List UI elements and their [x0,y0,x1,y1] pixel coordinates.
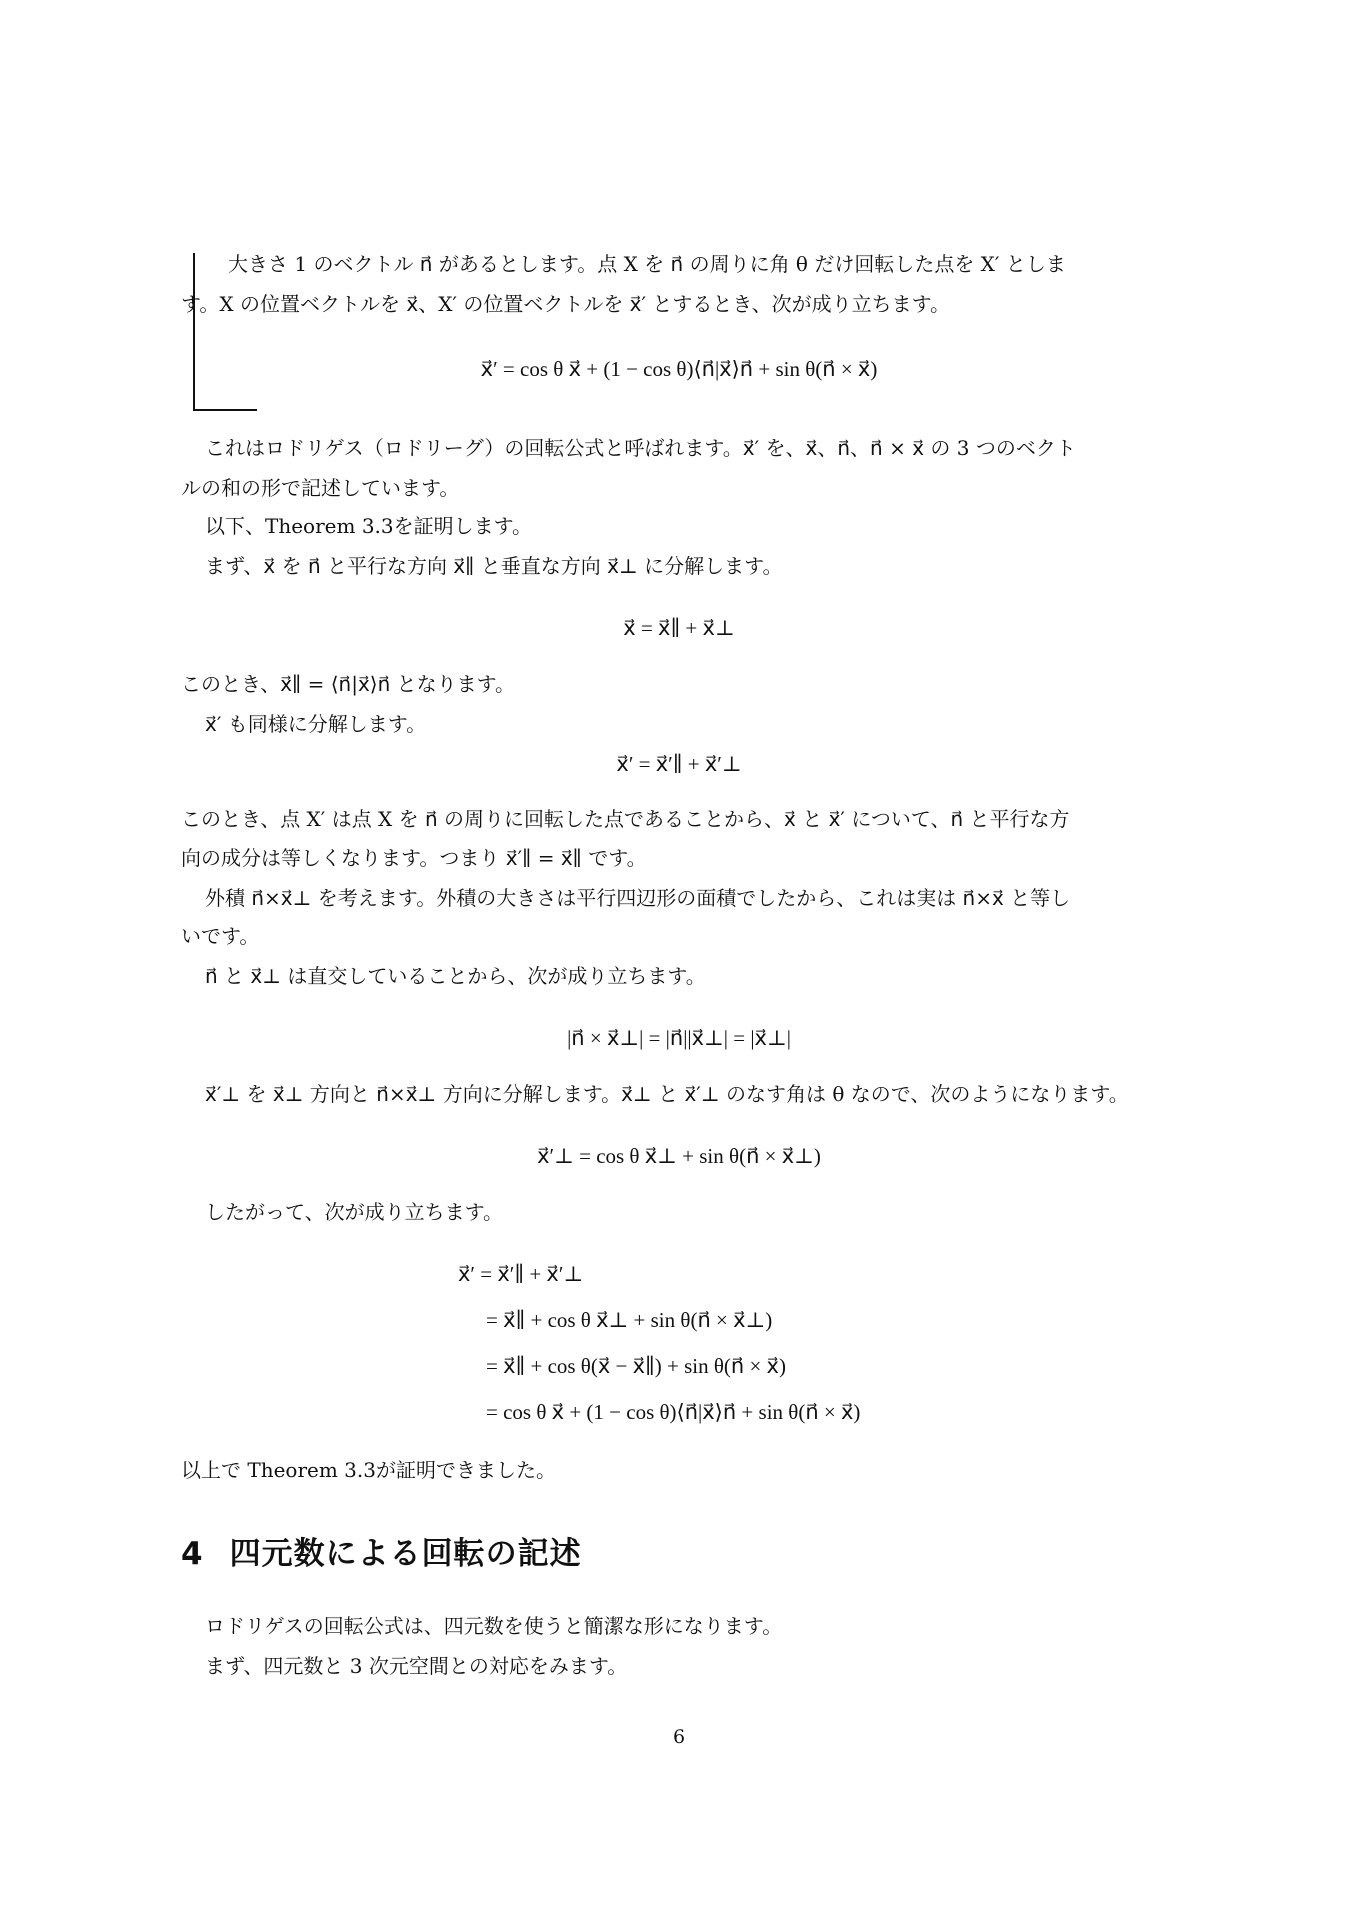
paragraph-9: x⃗′⊥ を x⃗⊥ 方向と n⃗×x⃗⊥ 方向に分解します。x⃗⊥ と x⃗′⊥ のなす角は θ なので、次のようになります。 [205,1082,1129,1106]
theorem-line-1: 大きさ 1 のベクトル n⃗ があるとします。点 X を n⃗ の周りに角 θ だけ回転した点を X′ としま [228,252,1066,276]
aligned-equation-line-1: x⃗′ = x⃗′∥ + x⃗′⊥ [458,1262,584,1286]
aligned-equation-line-3: = x⃗∥ + cos θ(x⃗ − x⃗∥) + sin θ(n⃗ × x⃗) [486,1354,786,1378]
paragraph-2: 以下、Theorem 3.3を証明します。 [205,514,533,538]
theorem-formula: x⃗′ = cos θ x⃗ + (1 − cos θ)⟨n⃗|x⃗⟩n⃗ + sin θ(n⃗ × x⃗) [480,357,878,381]
paragraph-6-line-1: このとき、点 X′ は点 X を n⃗ の周りに回転した点であることから、x⃗ と x⃗′ について、n⃗ と平行な方 [181,807,1070,831]
paragraph-7-line-1: 外積 n⃗×x⃗⊥ を考えます。外積の大きさは平行四辺形の面積でしたから、これは実は n⃗×x⃗ と等し [205,886,1071,910]
section-title: 四元数による回転の記述 [229,1536,582,1572]
page-number: 6 [672,1726,686,1748]
paragraph-7-line-2: いです。 [181,924,260,948]
paragraph-1-line-2: ルの和の形で記述しています。 [181,476,460,500]
paragraph-6-line-2: 向の成分は等しくなります。つまり x⃗′∥ = x⃗∥ です。 [181,846,647,870]
theorem-line-2: す。X の位置ベクトルを x⃗、X′ の位置ベクトルを x⃗′ とするとき、次が成り立ちます。 [181,292,951,316]
section-paragraph-1: ロドリゲスの回転公式は、四元数を使うと簡潔な形になります。 [205,1614,783,1638]
section-heading [181,1528,582,1573]
equation-3: |n⃗ × x⃗⊥| = |n⃗||x⃗⊥| = |x⃗⊥| [567,1026,791,1050]
equation-1: x⃗ = x⃗∥ + x⃗⊥ [623,616,735,640]
paragraph-10: したがって、次が成り立ちます。 [205,1200,503,1224]
section-paragraph-2: まず、四元数と 3 次元空間との対応をみます。 [205,1654,628,1678]
section-number: 4 [181,1536,204,1572]
paragraph-11: 以上で Theorem 3.3が証明できました。 [181,1458,556,1482]
paragraph-8: n⃗ と x⃗⊥ は直交していることから、次が成り立ちます。 [205,964,706,988]
paragraph-5: x⃗′ も同様に分解します。 [205,712,427,736]
aligned-equation-line-4: = cos θ x⃗ + (1 − cos θ)⟨n⃗|x⃗⟩n⃗ + sin θ(n⃗ × x⃗) [486,1400,861,1424]
equation-4: x⃗′⊥ = cos θ x⃗⊥ + sin θ(n⃗ × x⃗⊥) [537,1144,821,1168]
equation-2: x⃗′ = x⃗′∥ + x⃗′⊥ [616,752,742,776]
paragraph-4: このとき、x⃗∥ = ⟨n⃗|x⃗⟩n⃗ となります。 [181,672,516,696]
paragraph-3: まず、x⃗ を n⃗ と平行な方向 x⃗∥ と垂直な方向 x⃗⊥ に分解します。 [205,554,783,578]
aligned-equation-line-2: = x⃗∥ + cos θ x⃗⊥ + sin θ(n⃗ × x⃗⊥) [486,1308,773,1332]
paragraph-1-line-1: これはロドリゲス（ロドリーグ）の回転公式と呼ばれます。x⃗′ を、x⃗、n⃗、n⃗ × x⃗ の 3 つのベクト [205,436,1076,460]
